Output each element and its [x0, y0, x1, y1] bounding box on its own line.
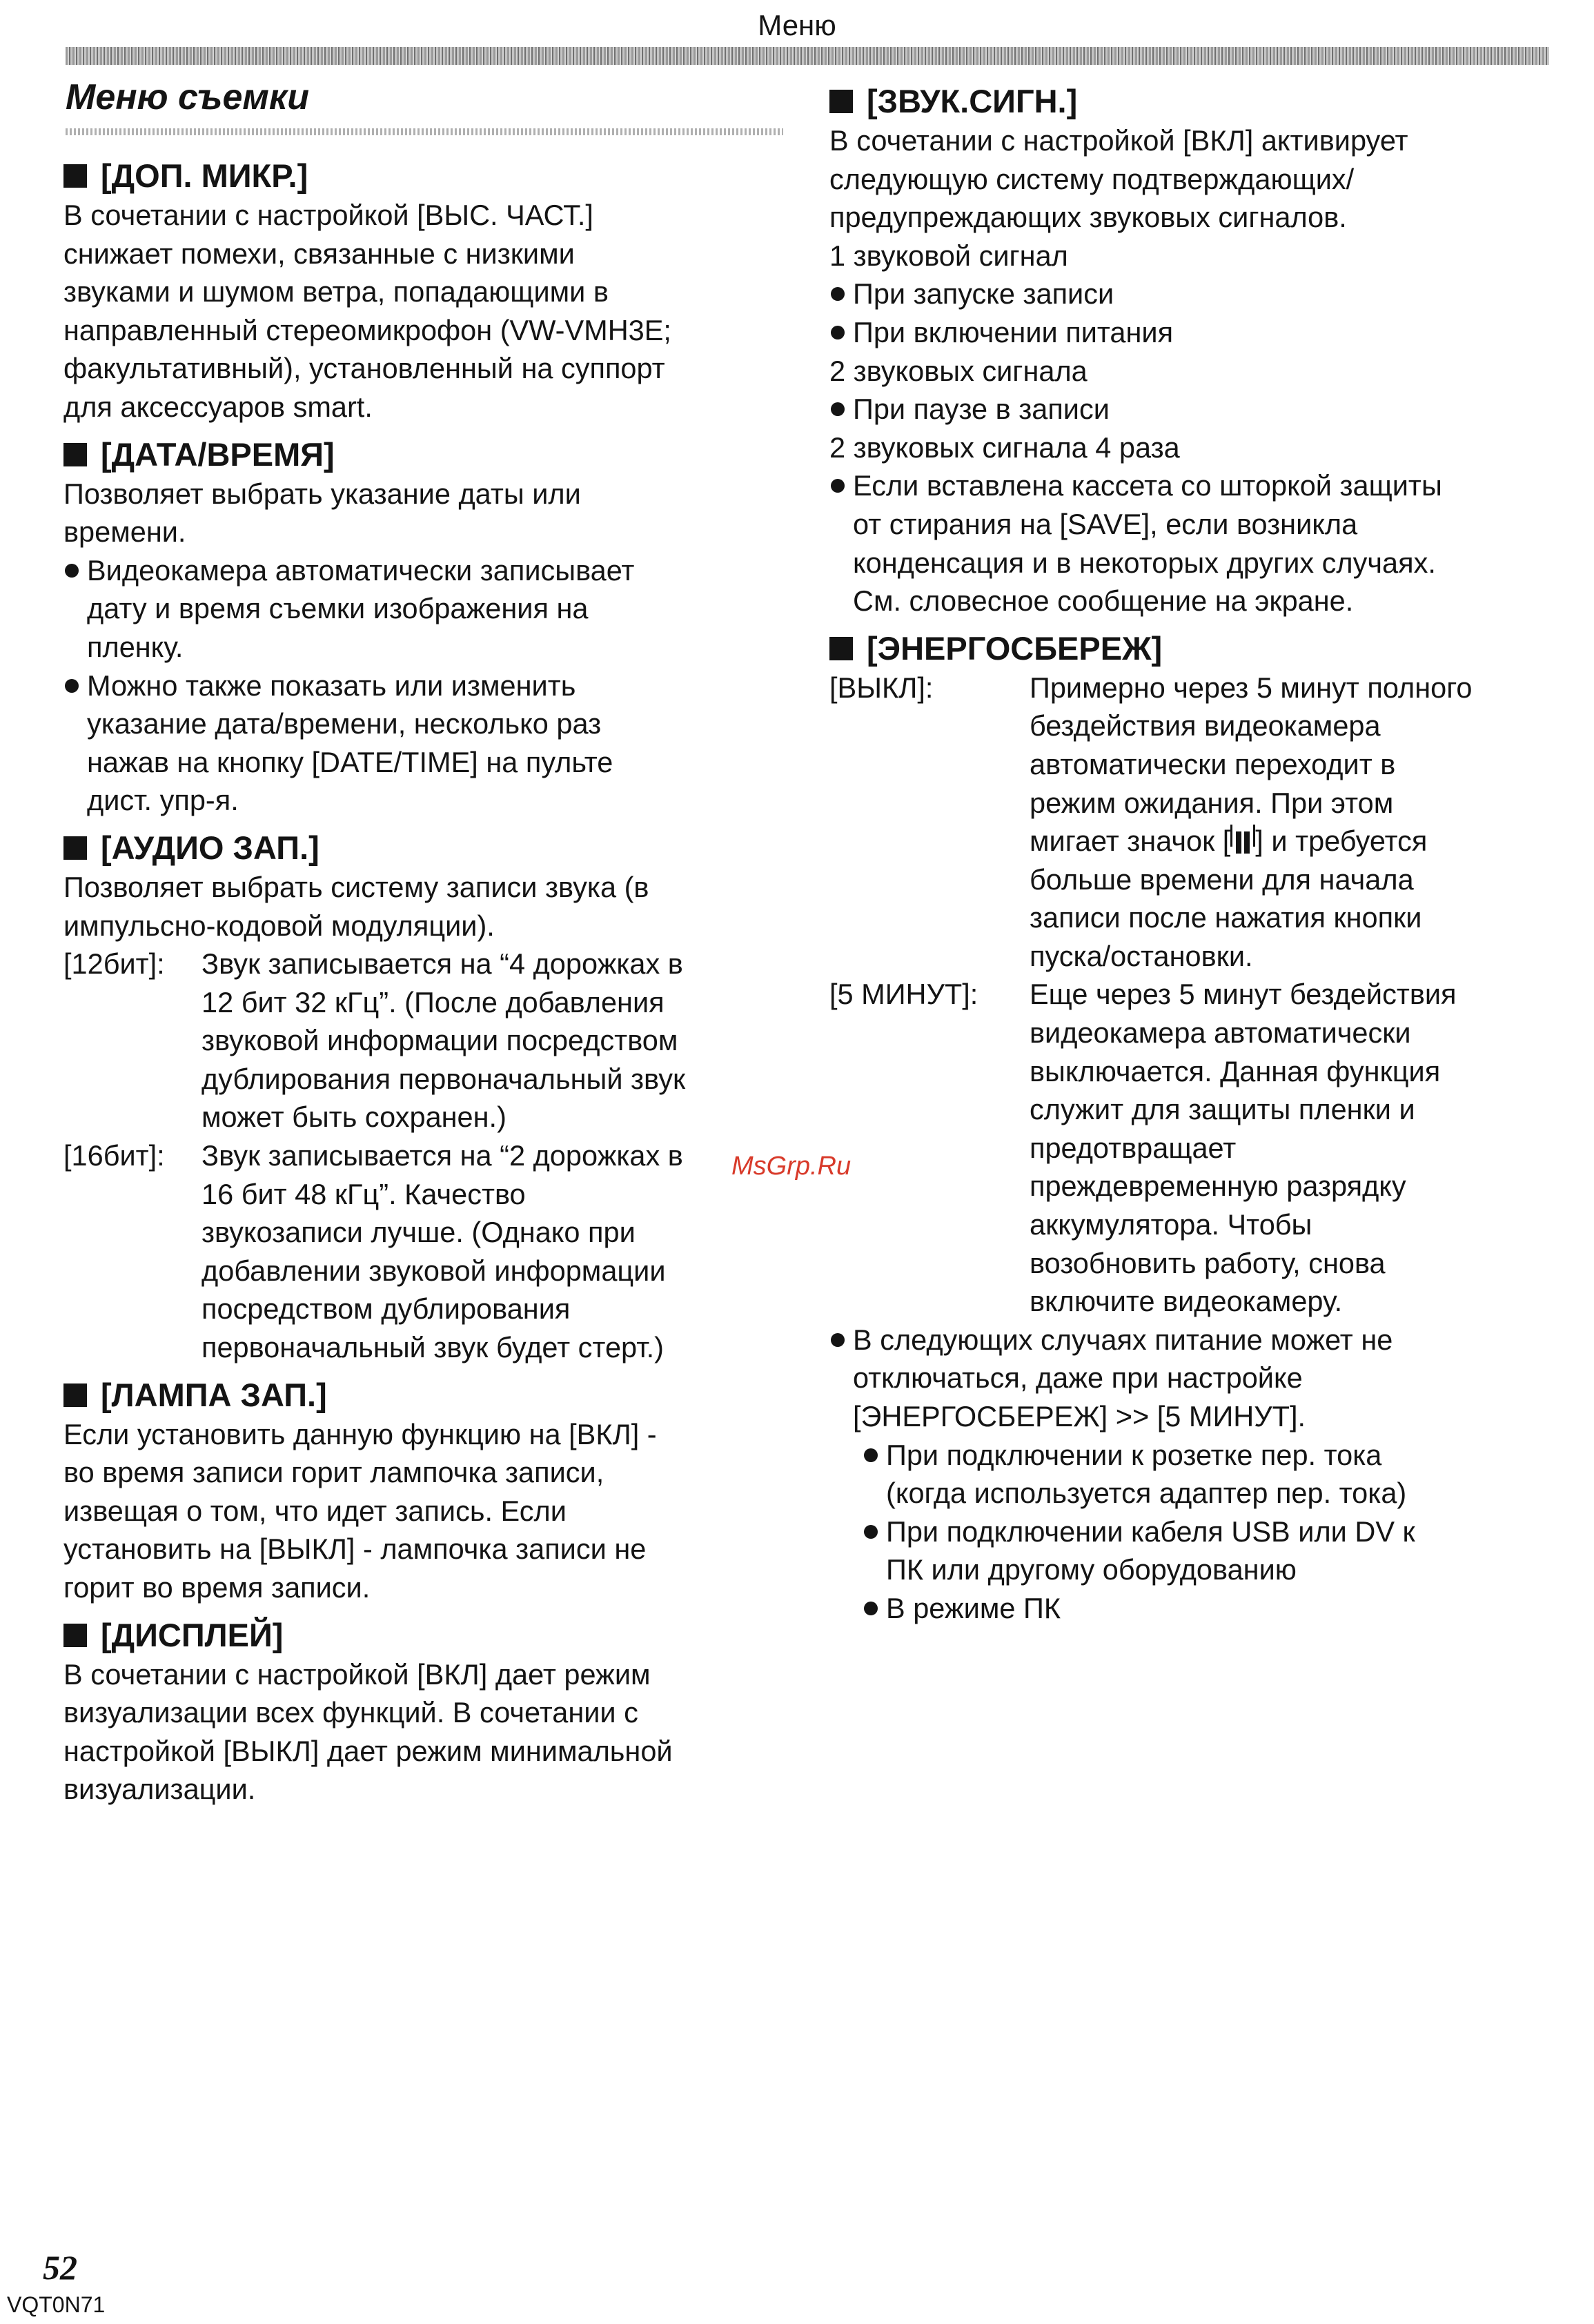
item-lampa-zap: [63, 1375, 802, 1607]
beep-group-label: 2 звуковых сигнала: [829, 354, 1088, 387]
option-line: служит для защиты пленки и: [1030, 1093, 1415, 1126]
option-line: возобновить работу, снова: [1030, 1246, 1386, 1279]
paragraph-line: импульсно-кодовой модуляции).: [63, 909, 495, 942]
item-title-text: [ЗВУК.СИГН.]: [867, 83, 1078, 119]
item-title-text: [ДОП. МИКР.]: [101, 157, 308, 194]
option-key: [5 МИНУТ]:: [829, 978, 978, 1011]
bullet-line: нажав на кнопку [DATE/TIME] на пульте: [87, 745, 613, 778]
option-line: Примерно через 5 минут полного: [1030, 671, 1473, 704]
option-line: 16 бит 48 кГц”. Качество: [201, 1177, 526, 1210]
bullet-line: При включении питания: [853, 315, 1174, 348]
paragraph-line: установить на [ВЫКЛ] - лампочка записи не: [63, 1533, 647, 1566]
paragraph-line: факультативный), установленный на суппорт: [63, 352, 665, 385]
item-zvuk-sign-title: [829, 81, 1547, 121]
header-band: [66, 47, 1549, 65]
paragraph-line: во время записи горит лампочка записи,: [63, 1456, 604, 1489]
bullet-line: дату и время съемки изображения на: [87, 592, 589, 625]
option-description: [1030, 975, 1547, 1320]
item-data-vremya: [63, 435, 802, 820]
item-data-vremya-title: [63, 435, 802, 475]
page-number: 52: [43, 2248, 77, 2287]
item-title-text: [ЛАМПА ЗАП.]: [101, 1376, 327, 1413]
option-line: звукозаписи лучше. (Однако при: [201, 1216, 636, 1249]
bullet-line: указание дата/времени, несколько раз: [87, 707, 602, 740]
option-line: может быть сохранен.): [201, 1101, 506, 1134]
paragraph-line: Позволяет выбрать систему записи звука (в: [63, 870, 649, 903]
bullet-line: пленку.: [87, 630, 184, 663]
paragraph-line: В сочетании с настройкой [ВЫС. ЧАСТ.]: [63, 199, 593, 231]
item-audio-zap-title: [63, 828, 802, 868]
bullet-dot-icon: [831, 402, 845, 416]
option-16bit: [63, 1136, 802, 1367]
item-title-text: [ЭНЕРГОСБЕРЕЖ]: [867, 629, 1163, 667]
bullet-dot-icon: [831, 287, 845, 301]
bullet-line: В следующих случаях питание может не: [853, 1323, 1393, 1356]
paragraph-line: Если установить данную функцию на [ВКЛ] -: [63, 1417, 657, 1450]
square-bullet-icon: [63, 1624, 87, 1647]
option-line: включите видеокамеру.: [1030, 1285, 1343, 1318]
paragraph-line: звуками и шумом ветра, попадающими в: [63, 275, 609, 308]
sub-bullet-item: [863, 1513, 1547, 1589]
bullet-dot-icon: [831, 326, 845, 339]
paragraph-line: В сочетании с настройкой [ВКЛ] дает режим: [63, 1657, 651, 1691]
page-header-title: Меню: [758, 9, 836, 41]
paragraph-line: визуализации.: [63, 1773, 256, 1806]
square-bullet-icon: [63, 836, 87, 860]
option-line-with-icon: [1030, 822, 1547, 860]
paragraph-line: для аксессуаров smart.: [63, 390, 373, 423]
option-key: [16бит]:: [63, 1139, 165, 1172]
item-zvuk-sign: [829, 81, 1547, 620]
bullet-line: Если вставлена кассета со шторкой защиты: [853, 469, 1442, 502]
paragraph-line: В сочетании с настройкой [ВКЛ] активирует: [829, 124, 1408, 157]
item-title-text: [ДИСПЛЕЙ]: [101, 1616, 284, 1653]
option-line: первоначальный звук будет стерт.): [201, 1331, 664, 1364]
document-code: VQT0N71: [7, 2292, 106, 2317]
bullet-line: дист. упр-я.: [87, 784, 239, 817]
paragraph-line: направленный стереомикрофон (VW-VMH3E;: [63, 313, 671, 346]
option-5-minut: [829, 975, 1547, 1320]
paragraph-line: Позволяет выбрать указание даты или: [63, 477, 581, 510]
bullet-line: конденсация и в некоторых других случаях.: [853, 546, 1436, 579]
option-12bit: [63, 945, 802, 1136]
item-energosberezh-title: [829, 629, 1547, 669]
sub-bullet-item: [863, 1436, 1547, 1513]
option-line: режим ожидания. При этом: [1030, 786, 1394, 819]
option-line-part: мигает значок [: [1030, 825, 1231, 858]
option-line: больше времени для начала: [1030, 863, 1414, 896]
bullet-line: [ЭНЕРГОСБЕРЕЖ] >> [5 МИНУТ].: [853, 1400, 1306, 1432]
square-bullet-icon: [829, 637, 853, 660]
item-audio-zap: [63, 828, 802, 1367]
bullet-dot-icon: [864, 1448, 878, 1462]
paragraph-line: горит во время записи.: [63, 1571, 371, 1604]
bullet-dot-icon: [65, 564, 79, 578]
bullet-line: При запуске записи: [853, 277, 1114, 311]
option-line: посредством дублирования: [201, 1292, 571, 1326]
paragraph-line: времени.: [63, 515, 186, 549]
section-title: Меню съемки: [66, 77, 309, 117]
option-line: пуска/остановки.: [1030, 939, 1253, 972]
paragraph-line: следующую систему подтверждающих/: [829, 162, 1355, 195]
bullet-item: [63, 667, 802, 820]
option-line: бездействия видеокамера: [1030, 709, 1381, 742]
bullet-line: Можно также показать или изменить: [87, 669, 576, 702]
paragraph-line: настройкой [ВЫКЛ] дает режим минимальной: [63, 1734, 673, 1767]
beep-group-label: 2 звуковых сигнала 4 раза: [829, 431, 1180, 464]
option-line: Еще через 5 минут бездействия: [1030, 978, 1457, 1011]
bullet-line: ПК или другому оборудованию: [886, 1553, 1297, 1586]
option-line: выключается. Данная функция: [1030, 1054, 1441, 1087]
option-line: звуковой информации посредством: [201, 1024, 678, 1057]
item-lampa-zap-title: [63, 1375, 802, 1415]
item-displei-title: [63, 1615, 802, 1655]
paragraph-line: снижает помехи, связанные с низкими: [63, 237, 575, 270]
option-key: [ВЫКЛ]:: [829, 671, 934, 704]
item-title-text: [ДАТА/ВРЕМЯ]: [101, 435, 335, 473]
bullet-item: [829, 466, 1547, 620]
square-bullet-icon: [63, 164, 87, 188]
bullet-line: (когда используется адаптер пер. тока): [886, 1477, 1407, 1510]
option-description: [201, 1136, 802, 1367]
option-key: [12бит]:: [63, 947, 165, 981]
bullet-item: [829, 275, 1547, 313]
paragraph-line: визуализации всех функций. В сочетании с: [63, 1696, 638, 1729]
square-bullet-icon: [63, 443, 87, 466]
right-column: [829, 81, 1547, 1628]
watermark-link[interactable]: MsGrp.Ru: [731, 1152, 852, 1181]
option-line: преждевременную разрядку: [1030, 1170, 1406, 1203]
option-line: записи после нажатия кнопки: [1030, 901, 1422, 934]
option-line: видеокамера автоматически: [1030, 1016, 1411, 1050]
bullet-dot-icon: [831, 479, 845, 493]
section-title-underline: [66, 128, 783, 135]
bullet-line: отключаться, даже при настройке: [853, 1361, 1303, 1395]
bullet-dot-icon: [864, 1602, 878, 1615]
beep-group-label: 1 звуковой сигнал: [829, 239, 1068, 272]
bullet-item: [63, 551, 802, 667]
left-column: [63, 156, 802, 1809]
square-bullet-icon: [63, 1383, 87, 1407]
option-line: 12 бит 32 кГц”. (После добавления: [201, 985, 665, 1018]
bullet-line: от стирания на [SAVE], если возникла: [853, 507, 1358, 540]
item-energosberezh: [829, 629, 1547, 1628]
bullet-item: [829, 313, 1547, 352]
option-vykl: [829, 669, 1547, 976]
paragraph-line: извещая о том, что идет запись. Если: [63, 1494, 567, 1527]
bullet-dot-icon: [65, 679, 79, 693]
paragraph-line: предупреждающих звуковых сигналов.: [829, 201, 1347, 234]
item-dop-mikr: [63, 156, 802, 426]
item-dop-mikr-title: [63, 156, 802, 196]
option-line: добавлении звуковой информации: [201, 1254, 666, 1287]
option-line: Звук записывается на “4 дорожках в: [201, 947, 683, 981]
item-title-text: [АУДИО ЗАП.]: [101, 829, 319, 866]
bullet-line: В режиме ПК: [886, 1591, 1061, 1624]
square-bullet-icon: [829, 90, 853, 113]
option-description: [201, 945, 802, 1136]
option-line: автоматически переходит в: [1030, 747, 1396, 780]
sub-bullet-item: [863, 1589, 1547, 1628]
option-line: предотвращает: [1030, 1131, 1237, 1164]
bullet-line: При подключении к розетке пер. тока: [886, 1438, 1382, 1471]
option-line: аккумулятора. Чтобы: [1030, 1208, 1312, 1241]
bullet-item: [829, 390, 1547, 429]
option-line: Звук записывается на “2 дорожках в: [201, 1139, 683, 1172]
bullet-line: При подключении кабеля USB или DV к: [886, 1515, 1415, 1548]
item-displei: [63, 1615, 802, 1809]
pause-icon: [1230, 825, 1255, 847]
bullet-dot-icon: [831, 1333, 845, 1347]
option-line: дублирования первоначальный звук: [201, 1062, 686, 1095]
option-description: [1030, 669, 1547, 976]
bullet-line: При паузе в записи: [853, 393, 1110, 426]
option-line-part: ] и требуется: [1255, 825, 1428, 858]
bullet-line: Видеокамера автоматически записывает: [87, 553, 635, 587]
bullet-dot-icon: [864, 1525, 878, 1539]
note-bullet: [829, 1321, 1547, 1436]
bullet-line: См. словесное сообщение на экране.: [853, 584, 1354, 618]
